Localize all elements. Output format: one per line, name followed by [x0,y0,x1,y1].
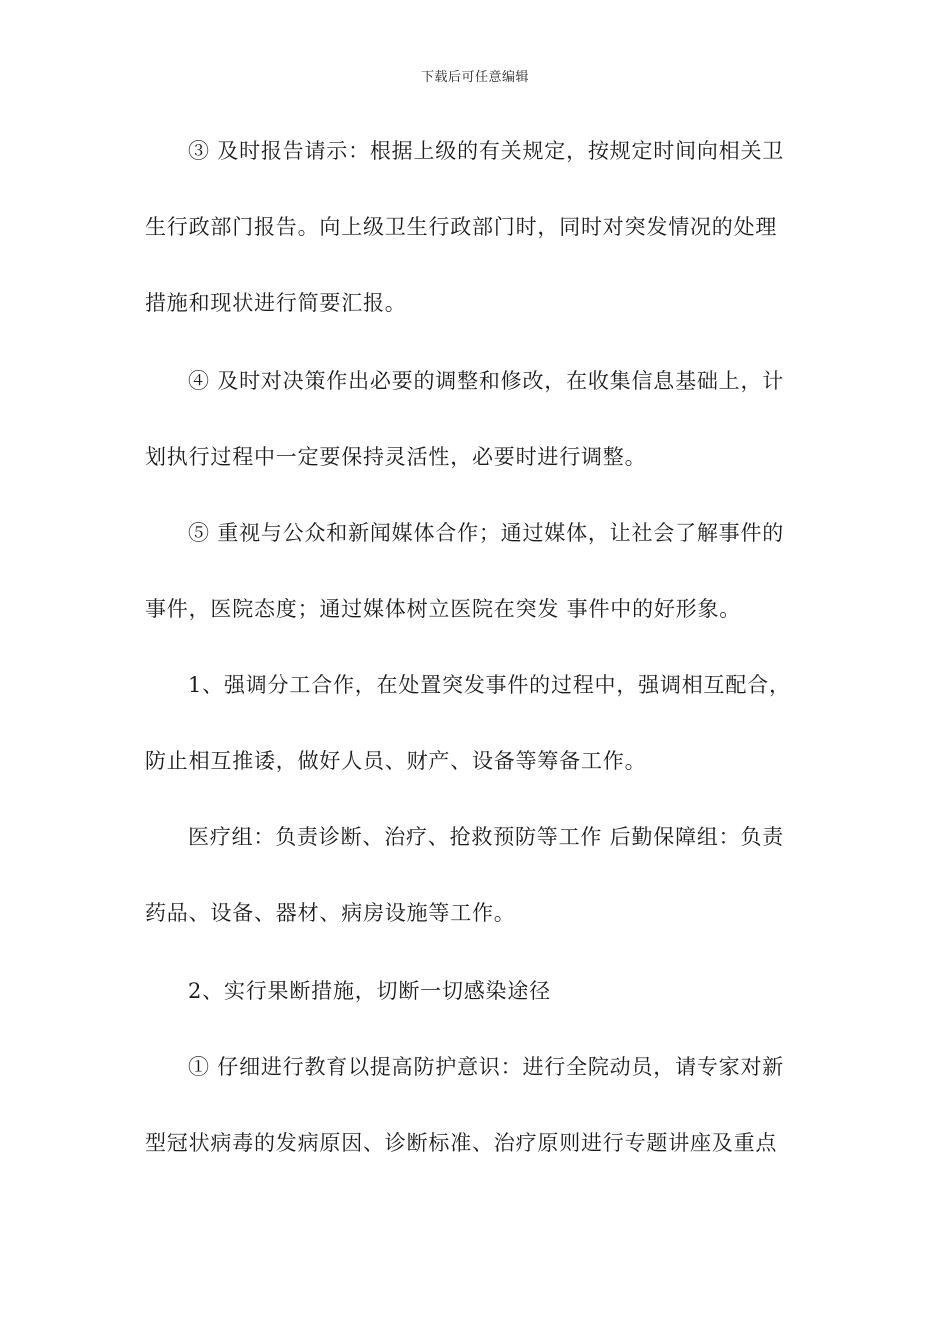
paragraph-line: 措施和现状进行简要汇报。 [145,291,407,315]
paragraph-line: 1、强调分工合作，在处置突发事件的过程中，强调相互配合， [188,673,791,697]
paragraph-line: 生行政部门报告。向上级卫生行政部门时，同时对突发情况的处理 [145,215,778,239]
paragraph-line: ④ 及时对决策作出必要的调整和修改，在收集信息基础上，计 [188,369,785,393]
paragraph-line: 事件，医院态度；通过媒体树立医院在突发 事件中的好形象。 [145,597,742,621]
paragraph-line: 药品、设备、器材、病房设施等工作。 [145,901,516,925]
paragraph-line: ③ 及时报告请示：根据上级的有关规定，按规定时间向相关卫 [188,139,785,163]
paragraph-line: 型冠状病毒的发病原因、诊断标准、治疗原则进行专题讲座及重点 [145,1131,778,1155]
paragraph-line: ① 仔细进行教育以提高防护意识：进行全院动员，请专家对新 [188,1055,785,1079]
paragraph-line: 防止相互推诿，做好人员、财产、设备等筹备工作。 [145,749,647,773]
paragraph-line: 2、实行果断措施，切断一切感染途径 [188,979,551,1003]
page-header: 下载后可任意编辑 [420,70,529,85]
paragraph-line: 划执行过程中一定要保持灵活性，必要时进行调整。 [145,445,647,469]
paragraph-line: 医疗组：负责诊断、治疗、抢救预防等工作 后勤保障组：负责 [188,825,785,849]
paragraph-line: ⑤ 重视与公众和新闻媒体合作；通过媒体，让社会了解事件的 [188,521,785,545]
